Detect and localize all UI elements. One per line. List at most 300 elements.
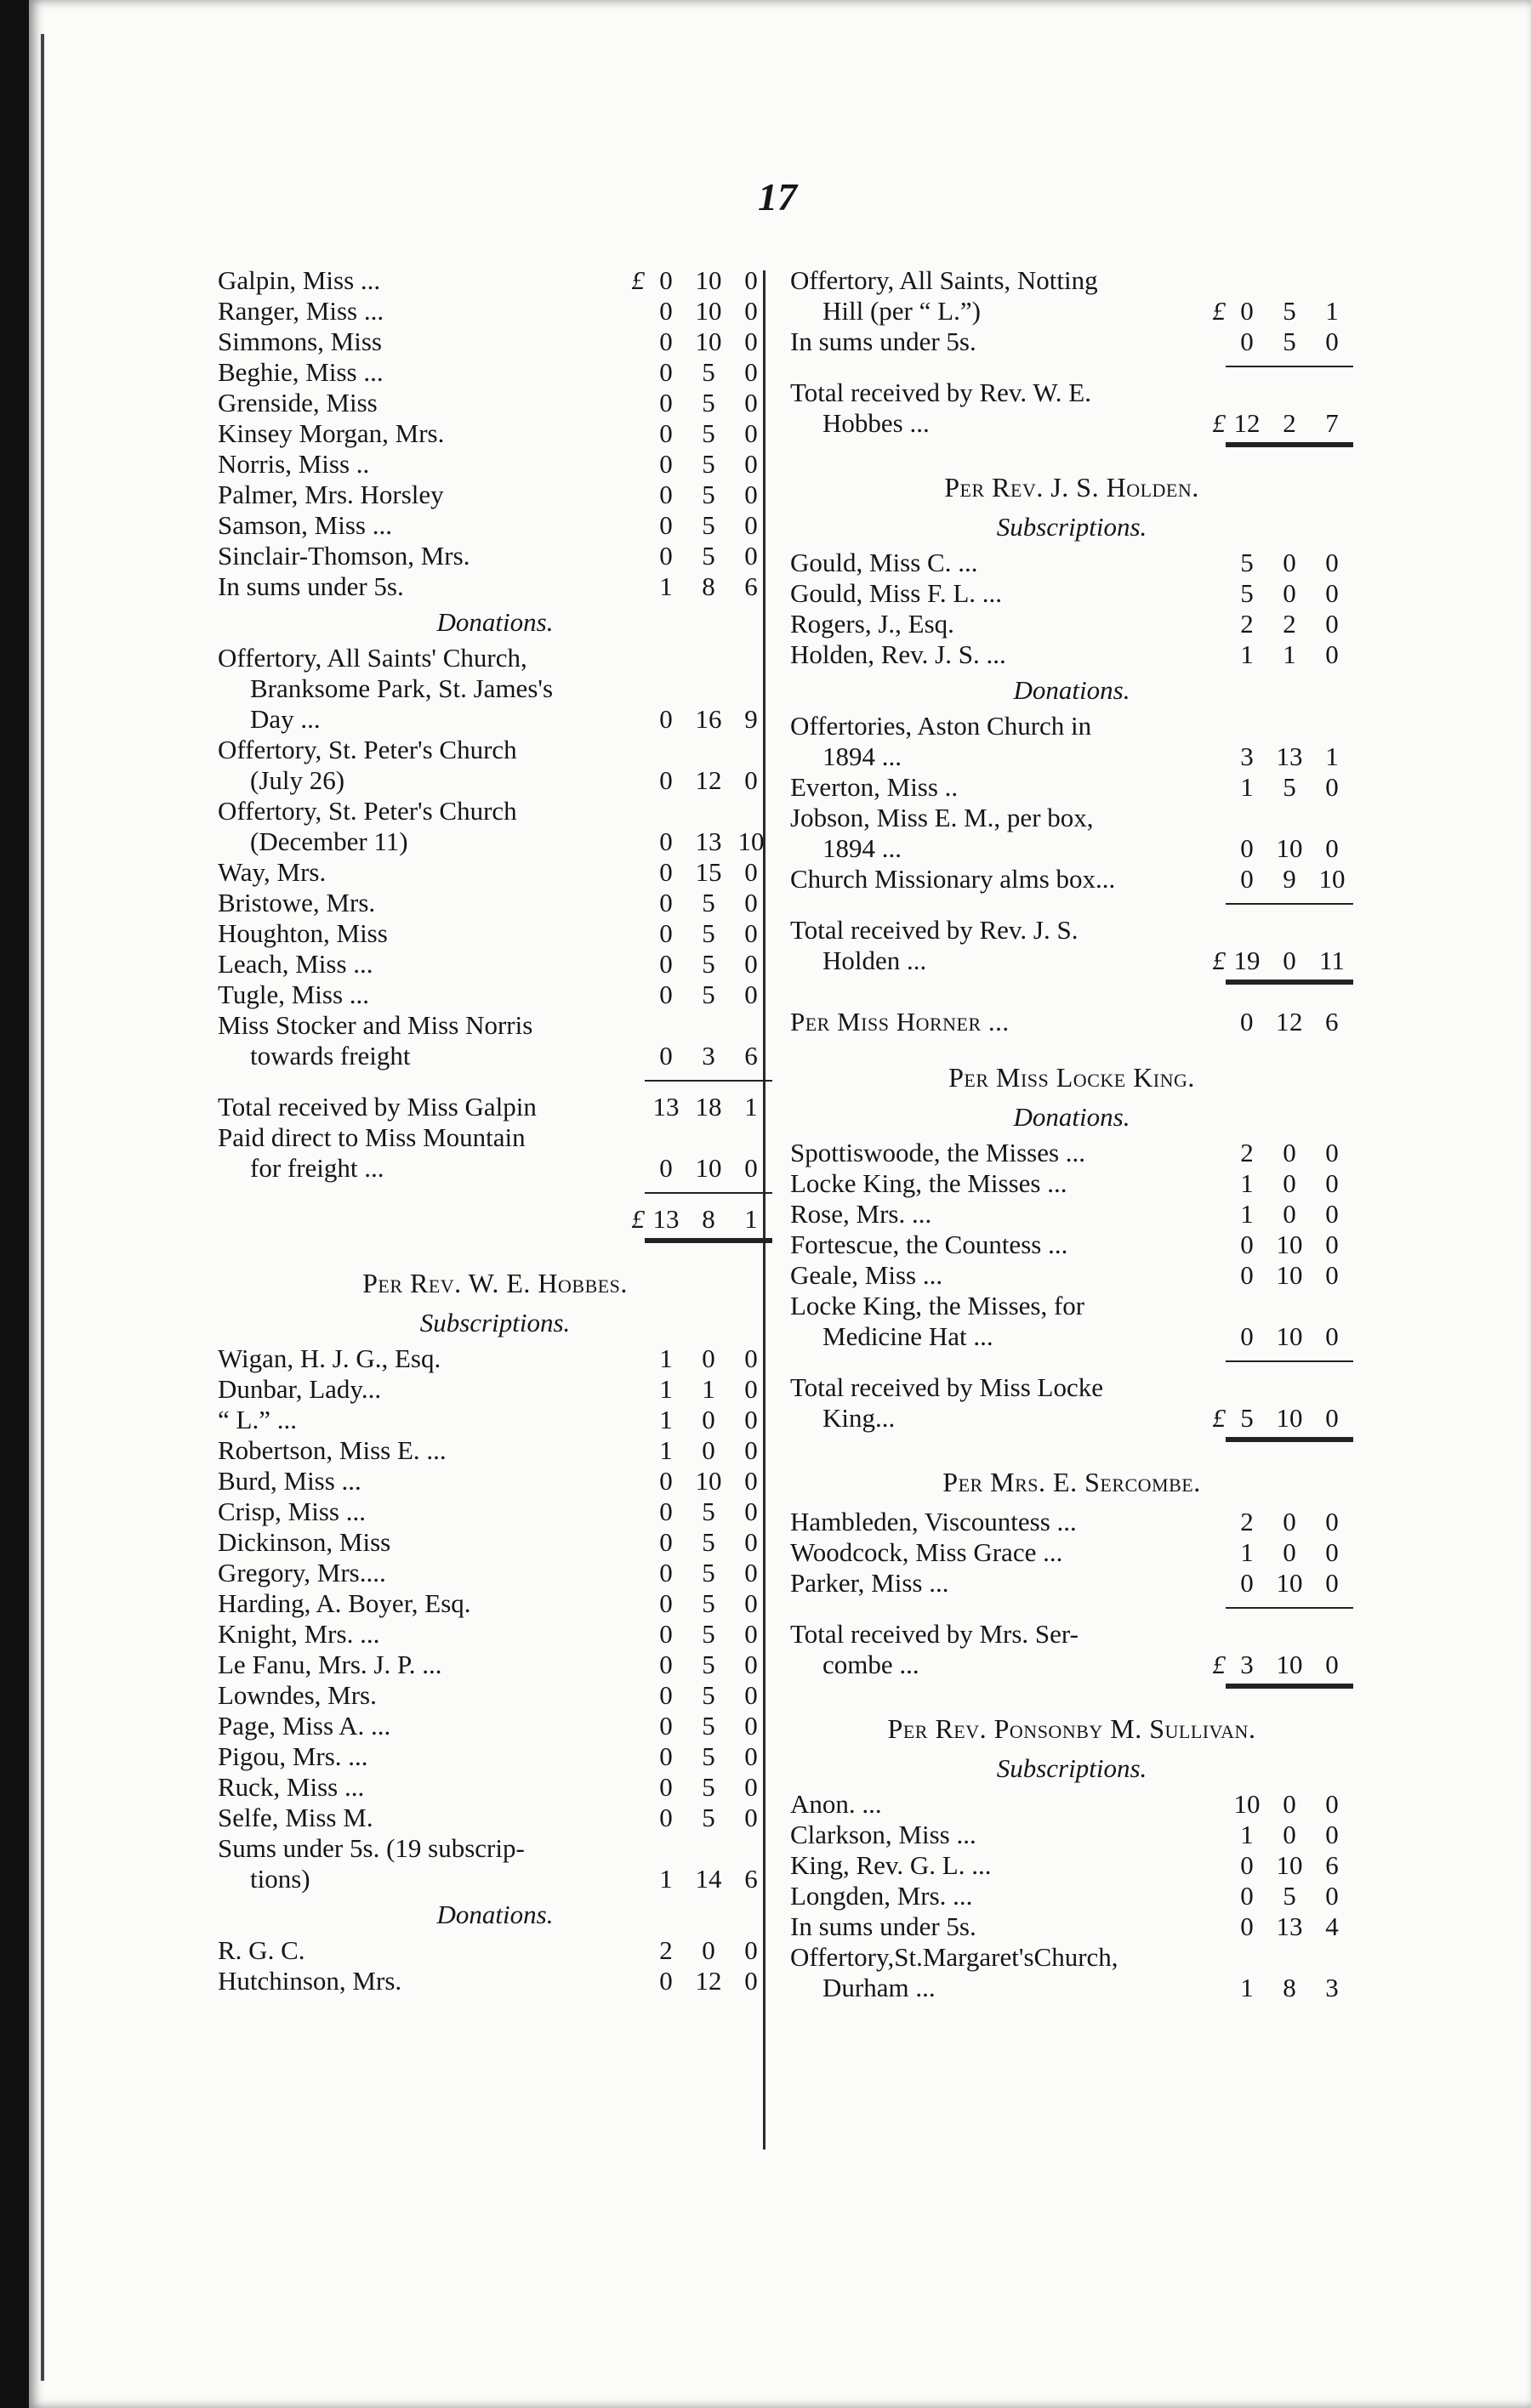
entry-amount (611, 571, 772, 602)
ledger-entry (218, 1650, 772, 1680)
pence: 0 (744, 857, 758, 887)
pounds: 5 (1240, 548, 1254, 577)
ledger-entry (790, 803, 1353, 864)
pounds: 1 (1240, 1537, 1254, 1567)
shillings: 0 (1283, 1820, 1296, 1849)
ledger-entry (790, 1260, 1353, 1291)
holden-donations (790, 711, 1353, 894)
holden-subscriptions (790, 548, 1353, 670)
entry-name: Offertory, All Saints, Notting (790, 265, 1098, 295)
shillings: 5 (702, 388, 715, 417)
pounds: 1 (1240, 1820, 1254, 1849)
ledger-entry (218, 1741, 772, 1772)
entry-name-continued: 1894 ... (822, 741, 902, 771)
ledger-entry (790, 1942, 1353, 2003)
rule (1226, 903, 1353, 905)
currency-symbol: £ (1212, 1403, 1226, 1433)
shillings: 5 (702, 510, 715, 540)
entry-name: Way, Mrs. (218, 857, 327, 887)
entry-amount (1192, 1007, 1353, 1037)
pence: 0 (1325, 1199, 1339, 1229)
currency-symbol: £ (1212, 408, 1226, 438)
entry-name: Gregory, Mrs.... (218, 1558, 386, 1587)
entry-amount (611, 1153, 772, 1184)
pence: 0 (744, 388, 758, 417)
pence: 0 (1325, 772, 1339, 802)
pence: 0 (744, 449, 758, 479)
shillings: 0 (1283, 1168, 1296, 1198)
ledger-entry (218, 1010, 772, 1071)
pounds: 19 (1233, 946, 1261, 975)
pence: 0 (1325, 1789, 1339, 1819)
entry-amount (611, 541, 772, 571)
ledger-entry (790, 1881, 1353, 1911)
pence: 0 (1325, 1537, 1339, 1567)
ledger-entry (218, 480, 772, 510)
shillings: 13 (1276, 1911, 1303, 1941)
pence: 3 (1325, 1973, 1339, 2002)
pence: 0 (744, 1711, 758, 1741)
shillings: 0 (1283, 578, 1296, 608)
pounds: 0 (659, 1741, 673, 1771)
entry-name-continued: Hobbes ... (822, 408, 930, 438)
entry-amount (1192, 1820, 1353, 1850)
entry-name: Crisp, Miss ... (218, 1496, 366, 1526)
ledger-entry (218, 418, 772, 449)
ledger-entry (218, 1374, 772, 1405)
entry-amount (1192, 1168, 1353, 1199)
shillings: 10 (695, 327, 722, 356)
pounds: 0 (659, 265, 673, 295)
ledger-entry (218, 1772, 772, 1803)
entry-name: Holden, Rev. J. S. ... (790, 639, 1006, 669)
shillings: 10 (695, 296, 722, 326)
pounds: 1 (659, 1405, 673, 1434)
pence: 0 (1325, 609, 1339, 639)
ledger-entry (218, 1803, 772, 1833)
entry-name: Page, Miss A. ... (218, 1711, 391, 1741)
entry-amount (1192, 1507, 1353, 1537)
pounds: 0 (659, 949, 673, 979)
shillings: 2 (1283, 609, 1296, 639)
entry-name-continued: Branksome Park, St. James's (250, 673, 554, 703)
ledger-entry (218, 1935, 772, 1966)
entry-name: Total received by Miss Galpin (218, 1092, 537, 1122)
locke-king-heading: Per Miss Locke King. (948, 1062, 1195, 1093)
pence: 0 (744, 418, 758, 448)
pounds: 0 (1240, 833, 1254, 863)
ledger-entry (218, 1405, 772, 1435)
entry-name-continued: for freight ... (250, 1153, 384, 1183)
rule (1226, 1360, 1353, 1362)
entry-name: Tugle, Miss ... (218, 980, 370, 1009)
entry-name: Spottiswoode, the Misses ... (790, 1138, 1086, 1167)
entry-name: Anon. ... (790, 1789, 882, 1819)
entry-name: Everton, Miss .. (790, 772, 959, 802)
entry-amount (611, 980, 772, 1010)
entry-amount (1192, 864, 1353, 894)
locke-king-donations-heading: Donations. (1013, 1102, 1130, 1132)
shillings: 10 (1276, 1230, 1303, 1259)
shillings: 10 (1276, 1850, 1303, 1880)
entry-amount (611, 1803, 772, 1833)
pence: 0 (744, 1466, 758, 1496)
shillings: 5 (702, 1680, 715, 1710)
entry-name: Norris, Miss .. (218, 449, 370, 479)
pence: 9 (744, 704, 758, 734)
entry-amount (611, 1711, 772, 1741)
ledger-entry (790, 1007, 1353, 1037)
pounds: 0 (659, 888, 673, 917)
galpin-grand-total (218, 1204, 772, 1235)
pounds: 0 (659, 1711, 673, 1741)
pounds: 1 (1240, 639, 1254, 669)
pence: 0 (744, 1558, 758, 1587)
pounds: 2 (1240, 1138, 1254, 1167)
shillings: 8 (1283, 1973, 1296, 2002)
pounds: 0 (1240, 1230, 1254, 1259)
ledger-entry (790, 1820, 1353, 1850)
pounds: 0 (659, 826, 673, 856)
pounds: 0 (659, 1650, 673, 1679)
shillings: 9 (1283, 864, 1296, 894)
pence: 0 (744, 541, 758, 571)
pounds: 0 (659, 418, 673, 448)
entry-amount (1192, 1321, 1353, 1352)
pounds: 13 (652, 1092, 680, 1122)
pence: 0 (744, 1966, 758, 1996)
shillings: 0 (702, 1405, 715, 1434)
ledger-entry (790, 1291, 1353, 1352)
entry-name: In sums under 5s. (218, 571, 404, 601)
entry-name: Miss Stocker and Miss Norris (218, 1010, 533, 1040)
entry-amount (611, 1374, 772, 1405)
entry-amount (611, 357, 772, 388)
ledger-entry (790, 711, 1353, 772)
ledger-entry (218, 1558, 772, 1588)
entry-amount (1192, 1789, 1353, 1820)
shillings: 0 (702, 1935, 715, 1965)
shillings: 10 (1276, 833, 1303, 863)
sullivan-subscriptions-heading: Subscriptions. (996, 1753, 1147, 1783)
pounds: 0 (1240, 1911, 1254, 1941)
entry-amount (611, 1204, 772, 1235)
entry-amount (611, 1935, 772, 1966)
shillings: 3 (702, 1041, 715, 1071)
shillings: 10 (1276, 1321, 1303, 1351)
pence: 7 (1325, 408, 1339, 438)
pence: 0 (744, 1935, 758, 1965)
ledger-entry (218, 1966, 772, 1996)
hobbes-donations-heading: Donations. (436, 1900, 554, 1929)
ledger-entry (790, 1138, 1353, 1168)
pounds: 0 (659, 1772, 673, 1802)
pence: 1 (744, 1092, 758, 1122)
ledger-entry (218, 357, 772, 388)
ledger-entry (790, 1568, 1353, 1599)
entry-name: Samson, Miss ... (218, 510, 392, 540)
shillings: 5 (702, 1711, 715, 1741)
pence: 0 (744, 296, 758, 326)
entry-name: Total received by Rev. W. E. (790, 378, 1091, 407)
pounds: 3 (1240, 1650, 1254, 1679)
entry-name: In sums under 5s. (790, 1911, 976, 1941)
pounds: 3 (1240, 741, 1254, 771)
double-rule (1226, 1684, 1353, 1689)
entry-amount (611, 1466, 772, 1496)
pence: 0 (1325, 1568, 1339, 1598)
ledger-entry (790, 639, 1353, 670)
entry-amount (1192, 1403, 1353, 1434)
shillings: 14 (695, 1864, 722, 1894)
ledger-entry (218, 796, 772, 857)
entry-amount (1192, 1568, 1353, 1599)
ledger-entry (218, 980, 772, 1010)
pounds: 0 (659, 1680, 673, 1710)
pounds: 2 (1240, 609, 1254, 639)
ledger-entry (218, 541, 772, 571)
shillings: 13 (1276, 741, 1303, 771)
pounds: 0 (659, 980, 673, 1009)
hobbes-continued (790, 265, 1353, 357)
entry-amount (611, 480, 772, 510)
ledger-entry (218, 1527, 772, 1558)
shillings: 0 (1283, 1199, 1296, 1229)
ledger-entry (218, 1092, 772, 1122)
entry-name: Offertory, St. Peter's Church (218, 735, 517, 764)
entry-name: Wigan, H. J. G., Esq. (218, 1343, 441, 1373)
ledger-entry (218, 1204, 772, 1235)
entry-amount (611, 1405, 772, 1435)
entry-name: Lowndes, Mrs. (218, 1680, 377, 1710)
pounds: 2 (1240, 1507, 1254, 1536)
pounds: 0 (659, 1527, 673, 1557)
pence: 0 (1325, 1650, 1339, 1679)
entry-amount (611, 1741, 772, 1772)
entry-name: Longden, Mrs. ... (790, 1881, 973, 1911)
entry-amount (611, 327, 772, 357)
pounds: 0 (659, 704, 673, 734)
hobbes-donations (218, 1935, 772, 1996)
pounds: 0 (659, 1153, 673, 1183)
shillings: 0 (1283, 1138, 1296, 1167)
entry-name: Robertson, Miss E. ... (218, 1435, 447, 1465)
entry-name: In sums under 5s. (790, 327, 976, 356)
pounds: 0 (1240, 1568, 1254, 1598)
pence: 11 (1319, 946, 1345, 975)
pence: 0 (744, 1435, 758, 1465)
shillings: 5 (1283, 772, 1296, 802)
ledger-entry (218, 1588, 772, 1619)
ledger-entry (790, 864, 1353, 894)
entry-name: Bristowe, Mrs. (218, 888, 376, 917)
left-column (218, 265, 772, 1996)
ledger-entry (218, 1496, 772, 1527)
entry-amount (1192, 1881, 1353, 1911)
entry-name-continued: 1894 ... (822, 833, 902, 863)
entry-name-continued: (December 11) (250, 826, 408, 856)
pence: 0 (744, 1741, 758, 1771)
pounds: 1 (659, 571, 673, 601)
ledger-entry (218, 1122, 772, 1184)
pounds: 10 (1233, 1789, 1261, 1819)
ledger-entry (218, 449, 772, 480)
pounds: 0 (659, 357, 673, 387)
entry-name-continued: towards freight (250, 1041, 411, 1071)
ledger-entry (218, 1343, 772, 1374)
pence: 0 (1325, 1403, 1339, 1433)
entry-amount (611, 1588, 772, 1619)
ledger-entry (218, 949, 772, 980)
entry-amount (611, 918, 772, 949)
ledger-entry (790, 915, 1353, 976)
pounds: 0 (659, 765, 673, 795)
pounds: 0 (1240, 1881, 1254, 1911)
pence: 6 (744, 571, 758, 601)
entry-name: Burd, Miss ... (218, 1466, 361, 1496)
entry-amount (611, 510, 772, 541)
shillings: 10 (695, 1153, 722, 1183)
pence: 0 (1325, 1138, 1339, 1167)
pence: 6 (1325, 1850, 1339, 1880)
pence: 0 (744, 980, 758, 1009)
shillings: 5 (702, 1772, 715, 1802)
pounds: 0 (1240, 1260, 1254, 1290)
pounds: 1 (659, 1343, 673, 1373)
shillings: 5 (702, 357, 715, 387)
pounds: 1 (1240, 772, 1254, 802)
pence: 0 (744, 480, 758, 509)
entry-name-continued: Holden ... (822, 946, 927, 975)
entry-name: Ranger, Miss ... (218, 296, 384, 326)
pence: 0 (744, 265, 758, 295)
ledger-page (29, 0, 1531, 2408)
ledger-entry (790, 1372, 1353, 1434)
pence: 0 (1325, 327, 1339, 356)
entry-name: Gould, Miss C. ... (790, 548, 978, 577)
binding-edge (41, 34, 44, 2381)
entry-name: Offertory,St.Margaret'sChurch, (790, 1942, 1118, 1972)
pence: 0 (744, 1803, 758, 1832)
ledger-entry (218, 1680, 772, 1711)
rule (645, 1192, 772, 1194)
entry-name: Total received by Miss Locke (790, 1372, 1103, 1402)
shillings: 0 (1283, 1507, 1296, 1536)
currency-symbol: £ (1212, 1650, 1226, 1679)
entry-name: Leach, Miss ... (218, 949, 373, 979)
pence: 0 (744, 1496, 758, 1526)
ledger-entry (218, 327, 772, 357)
entry-amount (611, 888, 772, 918)
hobbes-heading: Per Rev. W. E. Hobbes. (362, 1268, 628, 1298)
pence: 0 (1325, 1260, 1339, 1290)
entry-name: Beghie, Miss ... (218, 357, 384, 387)
rule (1226, 366, 1353, 367)
shillings: 10 (695, 1466, 722, 1496)
pounds: 0 (659, 1041, 673, 1071)
ledger-entry (790, 578, 1353, 609)
entry-name: Le Fanu, Mrs. J. P. ... (218, 1650, 442, 1679)
entry-amount (611, 1092, 772, 1122)
pounds: 12 (1233, 408, 1261, 438)
pence: 0 (744, 1527, 758, 1557)
ledger-entry (218, 296, 772, 327)
ledger-entry (790, 1168, 1353, 1199)
sullivan-subscriptions (790, 1789, 1353, 2003)
entry-name: Parker, Miss ... (790, 1568, 949, 1598)
entry-amount (1192, 1260, 1353, 1291)
entry-name: Galpin, Miss ... (218, 265, 381, 295)
entry-amount (1192, 1138, 1353, 1168)
ledger-entry (218, 918, 772, 949)
pounds: 0 (659, 541, 673, 571)
pounds: 0 (659, 1496, 673, 1526)
entry-amount (611, 1966, 772, 1996)
entry-amount (611, 857, 772, 888)
entry-name: Sinclair-Thomson, Mrs. (218, 541, 470, 571)
pence: 0 (744, 918, 758, 948)
entry-amount (1192, 833, 1353, 864)
entry-name: Selfe, Miss M. (218, 1803, 373, 1832)
ledger-entry (218, 265, 772, 296)
pence: 0 (744, 1619, 758, 1649)
shillings: 5 (702, 480, 715, 509)
entry-amount (611, 1558, 772, 1588)
shillings: 1 (702, 1374, 715, 1404)
pence: 0 (744, 1650, 758, 1679)
ledger-entry (790, 327, 1353, 357)
shillings: 8 (702, 1204, 715, 1234)
entry-amount (611, 1041, 772, 1071)
entry-name: Fortescue, the Countess ... (790, 1230, 1068, 1259)
pence: 6 (1325, 1007, 1339, 1036)
currency-symbol: £ (1212, 296, 1226, 326)
shillings: 5 (1283, 296, 1296, 326)
pounds: 5 (1240, 1403, 1254, 1433)
pence: 0 (744, 357, 758, 387)
shillings: 5 (702, 1527, 715, 1557)
shillings: 12 (695, 765, 722, 795)
pence: 1 (1325, 741, 1339, 771)
entry-amount (1192, 609, 1353, 639)
pounds: 13 (652, 1204, 680, 1234)
holden-heading: Per Rev. J. S. Holden. (944, 472, 1199, 503)
ledger-entry (218, 510, 772, 541)
entry-name-continued: (July 26) (250, 765, 345, 795)
pounds: 0 (659, 1619, 673, 1649)
entry-amount (611, 388, 772, 418)
entry-amount (611, 1650, 772, 1680)
shillings: 18 (695, 1092, 722, 1122)
pence: 0 (744, 888, 758, 917)
entry-name: “ L.” ... (218, 1405, 297, 1434)
pence: 0 (1325, 1230, 1339, 1259)
entry-name: Clarkson, Miss ... (790, 1820, 976, 1849)
pounds: 0 (659, 1558, 673, 1587)
entry-name: Palmer, Mrs. Horsley (218, 480, 444, 509)
pounds: 1 (659, 1374, 673, 1404)
pence: 0 (744, 1153, 758, 1183)
shillings: 0 (1283, 1789, 1296, 1819)
pence: 0 (744, 765, 758, 795)
horner-entry (790, 1007, 1353, 1037)
pounds: 0 (1240, 1850, 1254, 1880)
entry-amount (611, 1435, 772, 1466)
pence: 0 (744, 327, 758, 356)
ledger-entry (790, 772, 1353, 803)
ledger-entry (790, 1537, 1353, 1568)
hobbes-subscriptions (218, 1343, 772, 1894)
